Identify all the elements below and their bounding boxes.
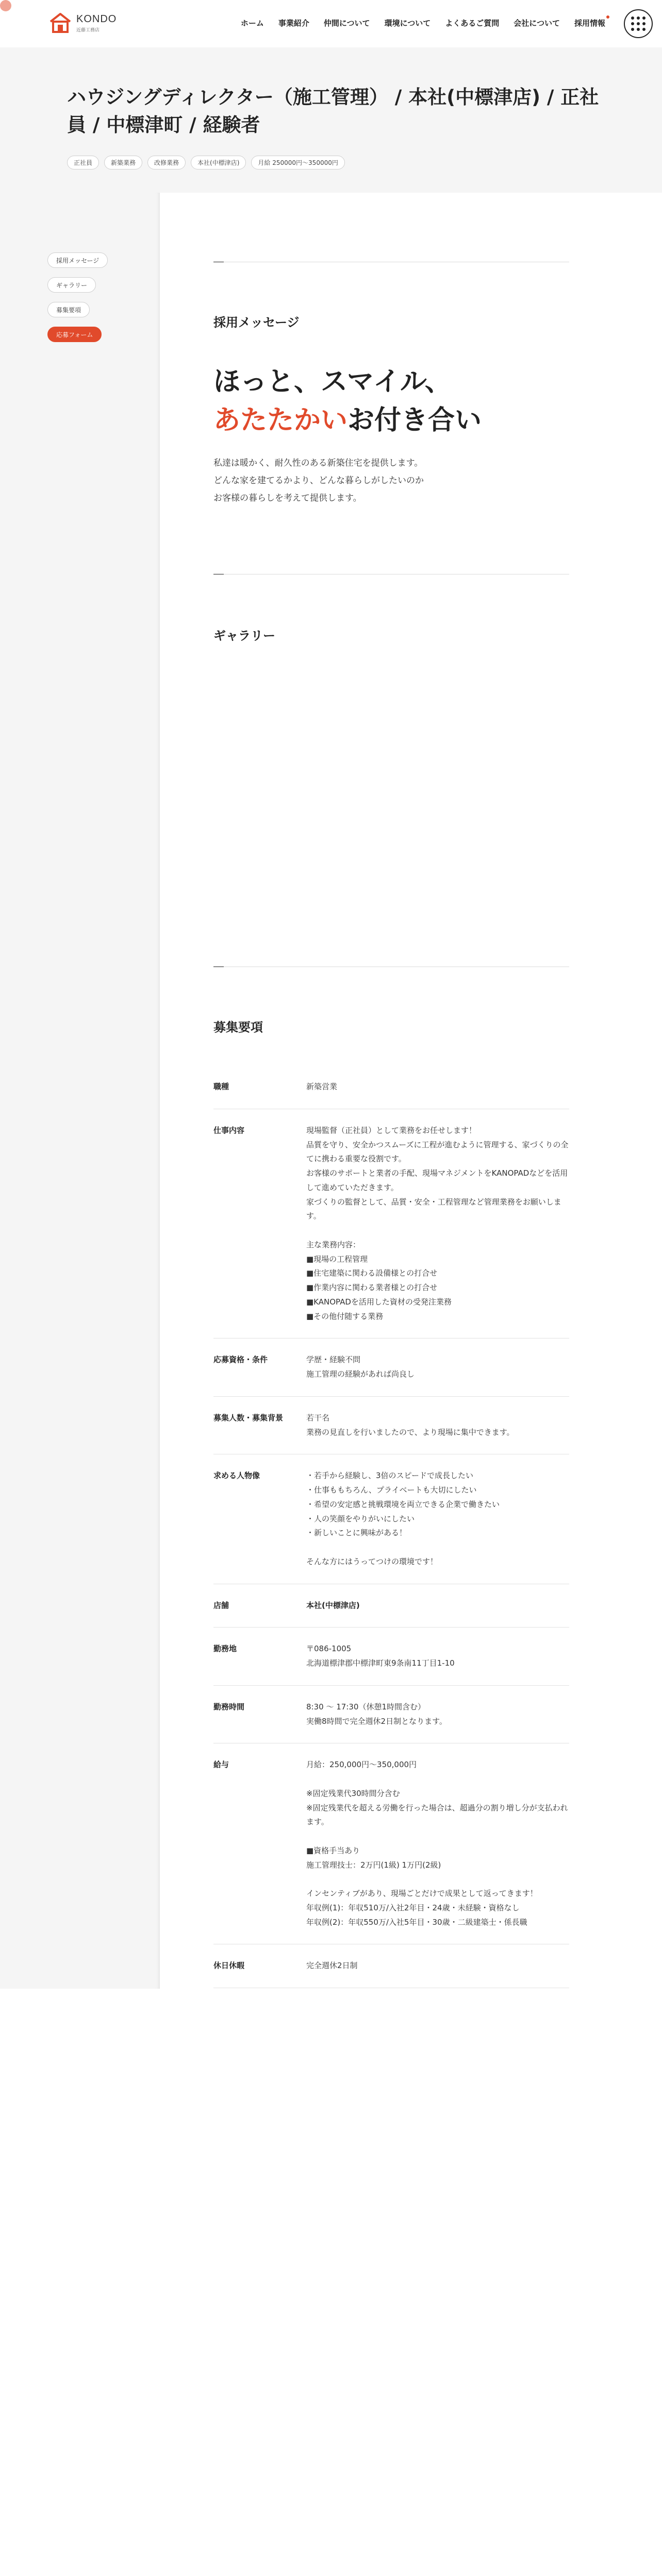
table-row xyxy=(213,1338,569,1397)
req-label: 仕事内容 xyxy=(213,1109,306,1338)
message-catchphrase xyxy=(213,363,482,440)
req-value: 〒086-1005 北海道標津郡中標津町東9条南11丁目1-10 xyxy=(306,1628,569,1686)
tag-salary: 月給 250000円〜350000円 xyxy=(251,156,344,170)
tag-renovation: 改修業務 xyxy=(147,156,186,170)
menu-dot-icon xyxy=(631,28,634,31)
tag-employment-type: 正社員 xyxy=(67,156,99,170)
menu-dot-icon xyxy=(642,28,646,31)
req-value: ・若手から経験し、3倍のスピードで成長したい ・仕事ももちろん、プライベートも大切にしたい ・希望の安定感と挑戦環境を両立できる企業で働きたい ・人の笑顔をやりがいにしたい ・新しいことに興味がある！ そんな方にはうってつけの環境です！ xyxy=(306,1454,569,1584)
side-nav xyxy=(0,193,160,1989)
nav-recruit-label: 採用情報 xyxy=(574,19,605,28)
req-label: 募集人数・募集背景 xyxy=(213,1396,306,1454)
table-row xyxy=(213,1454,569,1584)
nav-members[interactable]: 仲間について xyxy=(323,19,370,28)
gallery-heading: ギャラリー xyxy=(213,629,275,643)
message-body xyxy=(213,454,424,507)
catch-rest: お付き合い xyxy=(347,405,482,436)
menu-dot-icon xyxy=(642,16,646,20)
table-row xyxy=(213,1065,569,1109)
catch-accent: あたたかい xyxy=(213,405,348,436)
menu-dot-icon xyxy=(637,28,640,31)
menu-dot-icon xyxy=(642,22,646,25)
req-value: 月給：250,000円〜350,000円 ※固定残業代30時間分含む ※固定残業代を超える労働を行った場合は、超過分の割り増し分が支払われます。 ■資格手当あり 施工管理技士：2万円(1級) 1万円(2級) インセンティブがあり、現場ごとだけで成果として返ってきます！ 年収例(1)：年収510万/入社2年目・24歳・未経験・資格なし 年収例(2)：年収550万/入社5年目・30歳・二級建築士・係長職 xyxy=(306,1743,569,1944)
req-value: 若干名 業務の見直しを行いましたので、より現場に集中できます。 xyxy=(306,1396,569,1454)
req-value: 完全週休2日制 xyxy=(306,1944,569,1988)
nav-recruit[interactable] xyxy=(574,18,605,28)
req-label: 給与 xyxy=(213,1743,306,1944)
req-label: 休日休暇 xyxy=(213,1944,306,1988)
nav-home[interactable]: ホーム xyxy=(240,19,264,28)
logo-subtitle: 近藤工務店 xyxy=(76,28,100,33)
side-nav-apply-form[interactable]: 応募フォーム xyxy=(47,327,102,342)
tag-new-build: 新築業務 xyxy=(104,156,142,170)
req-label: 応募資格・条件 xyxy=(213,1338,306,1397)
table-row xyxy=(213,1109,569,1338)
nav-business[interactable]: 事業紹介 xyxy=(278,19,309,28)
notification-dot xyxy=(0,0,11,11)
req-label: 勤務時間 xyxy=(213,1685,306,1743)
req-value: 8:30 〜 17:30（休憩1時間含む） 実働8時間で完全週休2日制となります。 xyxy=(306,1685,569,1743)
side-nav-message[interactable]: 採用メッセージ xyxy=(47,252,108,268)
requirements-table xyxy=(213,1065,569,1988)
table-row xyxy=(213,1685,569,1743)
side-nav-requirements[interactable]: 募集要項 xyxy=(47,302,90,317)
site-logo[interactable] xyxy=(48,11,117,35)
site-header xyxy=(0,0,662,47)
message-line: お客様の暮らしを考えて提供します。 xyxy=(213,493,362,503)
message-line: どんな家を建てるかより、どんな暮らしがしたいのか xyxy=(213,476,424,486)
tag-store: 本社(中標津店) xyxy=(191,156,246,170)
menu-dot-icon xyxy=(637,16,640,20)
global-nav xyxy=(241,18,605,28)
message-heading: 採用メッセージ xyxy=(213,315,300,330)
menu-dot-icon xyxy=(631,22,634,25)
req-label: 求める人物像 xyxy=(213,1454,306,1584)
catch-line1: ほっと、スマイル、 xyxy=(213,366,452,397)
job-title: ハウジングディレクター（施工管理） / 本社(中標津店) / 正社員 / 中標津町 / 経験者 xyxy=(67,86,599,136)
table-row xyxy=(213,1628,569,1686)
menu-button[interactable] xyxy=(624,9,653,38)
table-row xyxy=(213,1944,569,1988)
req-value: 学歴・経験不問 施工管理の経験があれば尚良し xyxy=(306,1338,569,1397)
menu-dot-icon xyxy=(631,16,634,20)
req-label: 勤務地 xyxy=(213,1628,306,1686)
nav-faq[interactable]: よくあるご質問 xyxy=(445,19,500,28)
menu-dot-icon xyxy=(637,22,640,25)
req-label: 店舗 xyxy=(213,1584,306,1628)
table-row xyxy=(213,1743,569,1944)
job-tags xyxy=(67,156,345,170)
table-row xyxy=(213,1584,569,1628)
side-nav-gallery[interactable]: ギャラリー xyxy=(47,277,96,293)
req-value: 本社(中標津店) xyxy=(306,1584,569,1628)
requirements-heading: 募集要項 xyxy=(213,1020,263,1035)
message-line: 私達は暖かく、耐久性のある新築住宅を提供します。 xyxy=(213,458,423,468)
nav-environment[interactable]: 環境について xyxy=(384,19,431,28)
logo-name: KONDO xyxy=(76,13,117,25)
req-value: 現場監督（正社員）として業務をお任せします！ 品質を守り、安全かつスムーズに工程が進むように管理する、家づくりの全てに携わる重要な役割です。 お客様のサポートと業者の手配、現場マネジメントをKANOPADなどを活用して進めていただきます。 家づくりの監督として、品質・安全・工程管理など管理業務をお願いします。 主な業務内容： ■現場の工程管理 ■住宅建築に関わる設備様との打合せ ■作業内容に関わる業者様との打合せ ■KANOPADを活用した資材の受発注業務 ■その他付随する業務 xyxy=(306,1109,569,1338)
nav-company[interactable]: 会社について xyxy=(514,19,560,28)
job-hero xyxy=(0,47,662,193)
req-label: 職種 xyxy=(213,1065,306,1109)
house-logo-icon xyxy=(48,11,72,35)
new-indicator-dot xyxy=(606,15,609,19)
table-row xyxy=(213,1396,569,1454)
req-value: 新築営業 xyxy=(306,1065,569,1109)
